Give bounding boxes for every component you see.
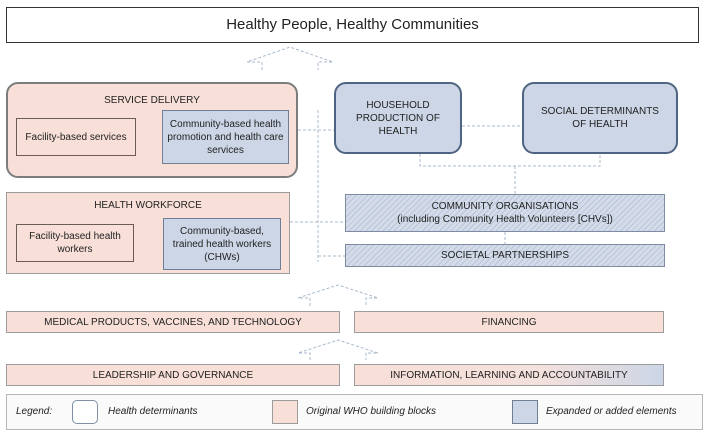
title-box xyxy=(6,7,699,43)
leadership-label: LEADERSHIP AND GOVERNANCE xyxy=(92,369,254,381)
medical-products-label: MEDICAL PRODUCTS, VACCINES, AND TECHNOLOGY xyxy=(44,316,302,328)
social-determinants-label: SOCIAL DETERMINANTS OF HEALTH xyxy=(541,106,659,130)
up-arrow-bottom xyxy=(298,340,378,360)
leadership-box xyxy=(6,364,340,386)
legend-who-label: Original WHO building blocks xyxy=(306,406,437,417)
legend-label: Legend: xyxy=(16,406,53,417)
community-workers-label: Community-based, trained health workers (CHWs) xyxy=(172,225,272,263)
up-arrow-middle xyxy=(298,285,378,306)
financing-box xyxy=(354,311,664,333)
societal-partnerships-label: SOCIETAL PARTNERSHIPS xyxy=(441,250,569,261)
societal-partnerships-box xyxy=(345,244,665,267)
financing-label: FINANCING xyxy=(481,316,537,328)
legend-expanded-label: Expanded or added elements xyxy=(546,406,677,417)
household-label: HOUSEHOLD PRODUCTION OF HEALTH xyxy=(356,99,440,137)
facility-workers-box xyxy=(16,224,134,262)
information-box xyxy=(354,364,664,386)
legend-determinants-label: Health determinants xyxy=(108,406,198,417)
community-workers-box xyxy=(163,218,281,270)
up-arrow-top xyxy=(247,47,333,70)
community-orgs-line1: COMMUNITY ORGANISATIONS xyxy=(431,201,579,212)
legend-swatch-who xyxy=(272,400,298,424)
health-workforce-heading: HEALTH WORKFORCE xyxy=(94,200,202,211)
medical-products-box xyxy=(6,311,340,333)
community-orgs-box xyxy=(345,194,665,232)
household-box xyxy=(334,82,462,154)
facility-services-label: Facility-based services xyxy=(25,131,127,143)
community-services-label: Community-based health promotion and health care services xyxy=(167,118,284,156)
community-orgs-line2: (including Community Health Volunteers [CHVs]) xyxy=(397,214,613,225)
information-label: INFORMATION, LEARNING AND ACCOUNTABILITY xyxy=(390,369,628,381)
facility-services-box xyxy=(16,118,136,156)
link-determinants-join xyxy=(420,154,600,166)
legend-swatch-determinants xyxy=(72,400,98,424)
community-services-box xyxy=(162,110,289,164)
facility-workers-label: Facility-based health workers xyxy=(29,231,121,255)
social-determinants-box xyxy=(522,82,678,154)
page-title: Healthy People, Healthy Communities xyxy=(226,16,479,34)
legend-swatch-expanded xyxy=(512,400,538,424)
service-delivery-heading: SERVICE DELIVERY xyxy=(104,95,200,106)
